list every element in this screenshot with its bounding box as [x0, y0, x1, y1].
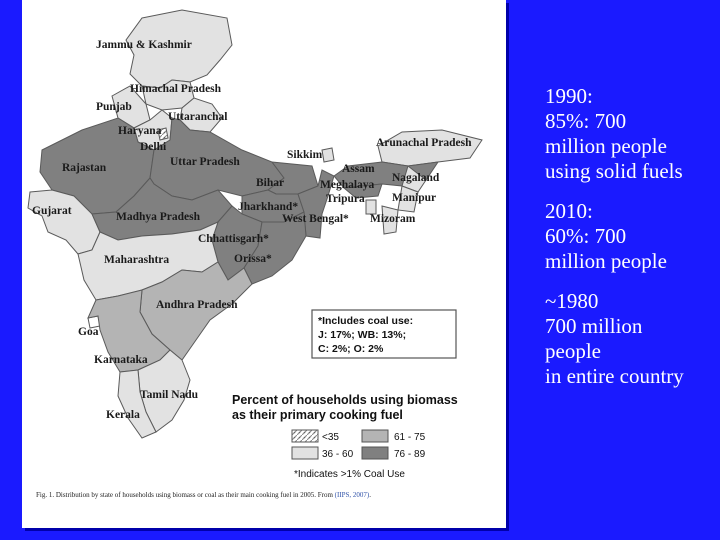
label-meghalaya: Meghalaya: [320, 179, 375, 191]
label-jharkhand: Jharkhand*: [238, 201, 299, 213]
label-bihar: Bihar: [256, 177, 285, 189]
label-kerala: Kerala: [106, 409, 140, 421]
label-mizoram: Mizoram: [370, 213, 416, 225]
state-sikkim: [322, 148, 334, 162]
label-tripura: Tripura: [326, 193, 365, 205]
legend-swatch-36-60: [292, 447, 318, 459]
label-assam: Assam: [342, 163, 375, 175]
coal-inset-line2: J: 17%; WB: 13%;: [318, 329, 407, 341]
label-himachal-pradesh: Himachal Pradesh: [130, 83, 222, 95]
label-manipur: Manipur: [392, 192, 437, 204]
label-madhya-pradesh: Madhya Pradesh: [116, 211, 201, 223]
label-delhi: Delhi: [140, 141, 167, 153]
legend-swatch-76-89: [362, 447, 388, 459]
label-haryana: Haryana: [118, 125, 162, 137]
label-maharashtra: Maharashtra: [104, 254, 170, 266]
label-punjab: Punjab: [96, 101, 132, 113]
state-tripura: [366, 200, 376, 214]
legend-label-lt35: <35: [322, 432, 339, 443]
label-gujarat: Gujarat: [32, 205, 72, 217]
statistics-notes: [545, 84, 715, 404]
caption-reference: (IIPS, 2007): [334, 491, 370, 499]
label-nagaland: Nagaland: [392, 172, 440, 184]
label-jammu-kashmir: Jammu & Kashmir: [96, 39, 192, 51]
label-tamil-nadu: Tamil Nadu: [140, 389, 199, 401]
label-arunachal-pradesh: Arunachal Pradesh: [376, 137, 472, 149]
label-uttar-pradesh: Uttar Pradesh: [170, 156, 240, 168]
label-goa: Goa: [78, 326, 99, 338]
coal-inset-line3: C: 2%; O: 2%: [318, 343, 384, 355]
label-karnataka: Karnataka: [94, 354, 148, 366]
note-1980: ~1980 700 million people in entire country: [545, 289, 684, 388]
legend: [232, 393, 458, 480]
label-rajastan: Rajastan: [62, 162, 107, 174]
note-2010: 2010: 60%: 700 million people: [545, 199, 667, 273]
coal-inset-line1: *Includes coal use:: [318, 315, 414, 327]
legend-label-76-89: 76 - 89: [394, 449, 426, 460]
label-west-bengal: West Bengal*: [282, 213, 349, 225]
legend-label-61-75: 61 - 75: [394, 432, 426, 443]
legend-label-36-60: 36 - 60: [322, 449, 354, 460]
note-1990: 1990: 85%: 700 million people using solid fuels: [545, 84, 683, 183]
label-sikkim: Sikkim: [287, 149, 323, 161]
label-chhattisgarh: Chhattisgarh*: [198, 233, 269, 245]
label-uttaranchal: Uttaranchal: [168, 111, 228, 123]
legend-footnote: *Indicates >1% Coal Use: [294, 469, 405, 480]
india-map: [22, 0, 506, 528]
india-biomass-map-figure: [22, 0, 506, 528]
legend-swatch-lt35: [292, 430, 318, 442]
caption-end: .: [369, 491, 372, 499]
label-orissa: Orissa*: [234, 253, 272, 265]
legend-title-line1: Percent of households using biomass: [232, 393, 458, 407]
legend-swatch-61-75: [362, 430, 388, 442]
caption-text: Fig. 1. Distribution by state of households using biomass or coal as their main cooking fuel in 2005. From: [36, 491, 335, 499]
figure-caption: [36, 491, 371, 499]
legend-title-line2: as their primary cooking fuel: [232, 408, 403, 422]
label-andhra-pradesh: Andhra Pradesh: [156, 299, 238, 311]
